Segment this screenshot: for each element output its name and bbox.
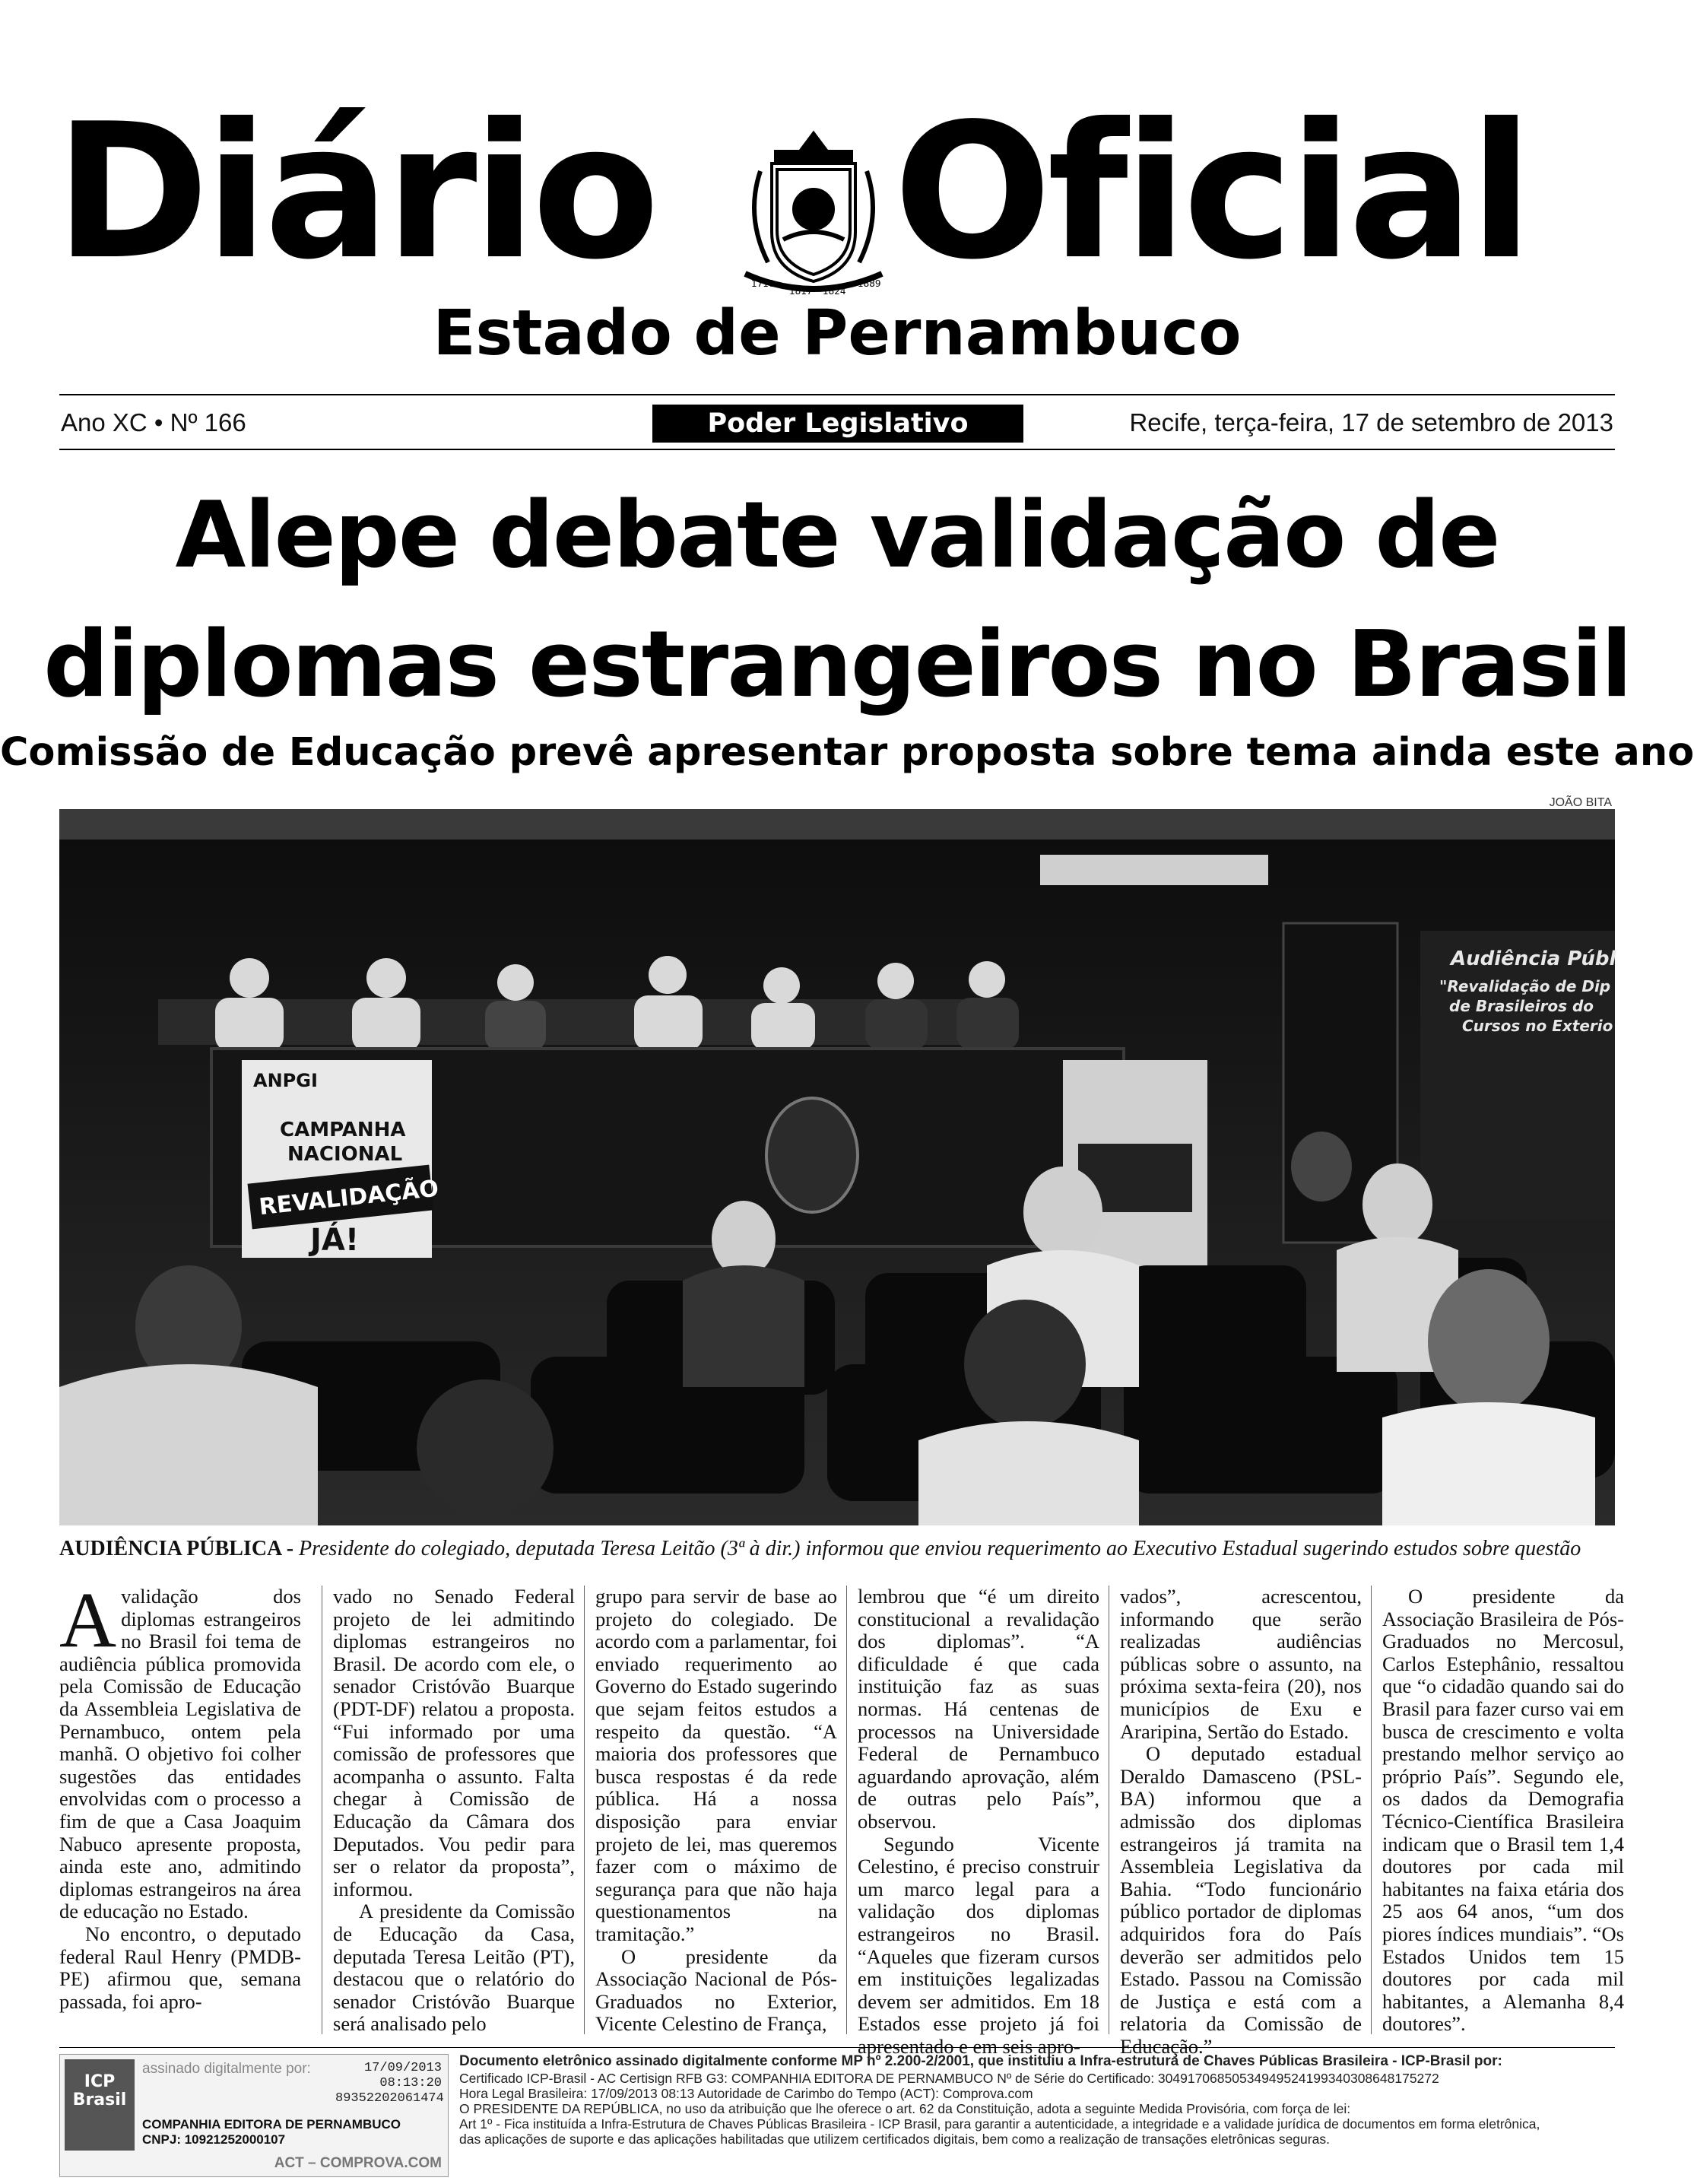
crest-year-4: 1889 <box>858 278 881 289</box>
sign-nacional: NACIONAL <box>287 1143 403 1166</box>
headline-line-1: Alepe debate validação de <box>175 483 1499 589</box>
article-paragraph: A presidente da Comissão de Educação da Casa, deputada Teresa Leitão (PT), destacou que o relatório do senador Cristóvão Buarque será analisado pelo <box>333 1900 575 2036</box>
article-paragraph: vados”, acrescentou, informando que serão realizadas audiências públicas sobre o assunto, na próxima sexta-feira (20), nos municípios de Exu e Araripina, Sertão do Estado. <box>1120 1585 1362 1743</box>
masthead-subtitle: Estado de Pernambuco <box>433 297 1242 370</box>
article-paragraph <box>59 1576 301 1923</box>
headline <box>0 471 1674 730</box>
icp-brasil-logo-icon: ICP Brasil <box>65 2059 135 2151</box>
top-rule <box>59 394 1615 395</box>
bottom-rule <box>59 449 1615 450</box>
digital-signature-footer <box>59 2047 1615 2181</box>
sign-revalidacao: REVALIDAÇÃO <box>258 1175 440 1221</box>
headline-deck: Comissão de Educação prevê apresentar proposta sobre tema ainda este ano <box>0 730 1694 775</box>
stamp-label: assinado digitalmente por: <box>142 2061 311 2077</box>
article-column-5 <box>1109 1585 1362 2058</box>
signature-stamp <box>59 2054 449 2177</box>
article-paragraph: grupo para servir de base ao projeto do colegiado. De acordo com a parlamentar, foi enviado requerimento ao Governo do Estado sugerindo que sejam feitos estudos a respeito da questão. “A maioria dos professores que busca respostas é da rede pública. Há a nossa disposição para enviar projeto de lei, mas queremos fazer com o máximo de segurança para que não haja questionamentos na tramitação.” <box>595 1585 837 1945</box>
masthead <box>0 0 1674 388</box>
drop-cap: A <box>59 1576 117 1664</box>
sign-ja: JÁ! <box>310 1223 360 1258</box>
masthead-title-right: Oficial <box>893 84 1529 300</box>
crest-year-3: 1824 <box>823 286 846 297</box>
footer-line: Documento eletrônico assinado digitalmente conforme MP nº 2.200-2/2001, que instituiu a Infra-estrutura de Chaves Públicas Brasileira - ICP-Brasil por: <box>459 2053 1502 2069</box>
sign-campanha: CAMPANHA <box>280 1119 406 1141</box>
footer-line: Art 1º - Fica instituída a Infra-Estrutura de Chaves Públicas Brasileira - ICP Brasil, para garantir a autenticidade, a integridade e a validade jurídica de documentos em forma eletrônica, <box>459 2116 1540 2132</box>
stamp-company: COMPANHIA EDITORA DE PERNAMBUCO <box>142 2117 401 2132</box>
stamp-cnpj: CNPJ: 10921252000107 <box>142 2132 286 2147</box>
article-column-3 <box>584 1586 837 2034</box>
article-paragraph: O presidente da Associação Brasileira de Pós-Graduados no Mercosul, Carlos Estephânio, ressaltou que “o cidadão quando sai do Brasil para fazer curso vai em busca de crescimento e volta prestando melhor serviço ao próprio País”. Segundo ele, os dados da Demografia Técnico-Científica Brasileira indicam que o Brasil tem 1,4 doutores por cada mil habitantes na faixa etária dos 25 aos 64 anos, “um dos piores índices mundiais”. “Os Estados Unidos tem 15 doutores por cada mil habitantes, a Alemanha 8,4 doutores”. <box>1382 1585 1624 2036</box>
headline-line-2: diplomas estrangeiros no Brasil <box>43 612 1631 718</box>
photo-caption <box>59 1536 1615 1562</box>
banner-line-1: Audiência Públ <box>1451 948 1616 970</box>
banner-line-4: Cursos no Exterio <box>1462 1017 1613 1035</box>
hearing-photo <box>59 809 1615 1525</box>
footer-line: Certificado ICP-Brasil - AC Certisign RFB G3: COMPANHIA EDITORA DE PERNAMBUCO Nº de Série do Certificado: 3049170685053494952419934030864817527​2 <box>459 2071 1439 2086</box>
publication-date: Recife, terça-feira, 17 de setembro de 2013 <box>1129 408 1613 436</box>
footer-line: O PRESIDENTE DA REPÚBLICA, no uso da atribuição que lhe oferece o art. 62 da Constituição, adota a seguinte Medida Provisória, com força de lei: <box>459 2101 1351 2116</box>
crest-year-1: 1710 <box>751 278 775 289</box>
stamp-timestamp: 17/09/2013 08:13:20 89352202061474 <box>335 2061 444 2106</box>
caption-label: AUDIÊNCIA PÚBLICA - <box>59 1537 294 1560</box>
banner-line-2: "Revalidação de Dip <box>1439 977 1611 995</box>
footer-line: das aplicações de suporte e das aplicações habilitadas que utilizem certificados digitais, bem como a realização de transações eletrônicas seguras. <box>459 2132 1330 2147</box>
masthead-title-left: Diário <box>55 84 655 300</box>
paragraph-text: validação dos diplomas estrangeiros no Brasil foi tema de audiência pública promovida pela Comissão de Educação da Assembleia Legislativa de Pernambuco, ontem pela manhã. O objetivo foi colher sugestões das entidades envolvidas com o processo a fim de que a Casa Joaquim Nabuco apresente proposta, ainda este ano, admitindo diplomas estrangeiros na área de educação no Estado. <box>59 1585 301 1923</box>
article-column-2 <box>322 1586 575 2034</box>
article-column-1 <box>59 1576 301 2034</box>
article-paragraph: vado no Senado Federal projeto de lei admitindo diplomas estrangeiros no Brasil. De acordo com ele, o senador Cristóvão Buarque (PDT-DF) relatou a proposta. “Fui informado por uma comissão de professores que acompanha o assunto. Falta chegar à Comissão de Educação da Câmara dos Deputados. Vou pedir para ser o relator da proposta”, informou. <box>333 1585 575 1900</box>
caption-text: Presidente do colegiado, deputada Teresa Leitão (3ª à dir.) informou que enviou requerimento ao Executivo Estadual sugerindo estudos sobre questão <box>299 1537 1581 1560</box>
article-paragraph: No encontro, o deputado federal Raul Henry (PMDB-PE) afirmou que, semana passada, foi apro- <box>59 1922 301 2013</box>
stamp-act: ACT – COMPROVA.COM <box>274 2155 442 2171</box>
signature-text <box>459 2052 1615 2147</box>
article-body <box>59 1576 1624 2058</box>
section-label: Poder Legislativo <box>652 405 1023 443</box>
footer-line: Hora Legal Brasileira: 17/09/2013 08:13 Autoridade de Carimbo do Tempo (ACT): Comprova.com <box>459 2086 1033 2101</box>
article-column-4 <box>846 1585 1099 2058</box>
sign-anpgi: ANPGI <box>253 1070 318 1091</box>
article-paragraph: Segundo Vicente Celestino, é preciso construir um marco legal para a validação dos diplomas estrangeiros no Brasil. “Aqueles que fizeram cursos em instituições legalizadas devem ser admitidos. Em 18 Estados esse projeto já foi apresentado e em seis apro- <box>858 1832 1099 2058</box>
edition-number: Ano XC • Nº 166 <box>61 408 246 436</box>
photo-credit: JOÃO BITA <box>1549 796 1612 809</box>
crest-year-2: 1817 <box>789 286 813 297</box>
pernambuco-crest-icon <box>730 125 897 300</box>
article-column-6 <box>1371 1586 1624 2034</box>
article-paragraph: O presidente da Associação Nacional de Pós-Graduados no Exterior, Vicente Celestino de França, <box>595 1944 837 2036</box>
article-paragraph: O deputado estadual Deraldo Damasceno (PSL-BA) informou que a admissão dos diplomas estrangeiros já tramita na Assembleia Legislativa da Bahia. “Todo funcionário público portador de diplomas adquiridos fora do País deverão ser admitidos pelo Estado. Passou na Comissão de Justiça e está com a relatoria da Comissão de Educação.” <box>1120 1742 1362 2058</box>
banner-line-3: de Brasileiros do <box>1449 997 1594 1015</box>
article-paragraph: lembrou que “é um direito constitucional a revalidação dos diplomas”. “A dificuldade é que cada instituição faz as suas normas. Há centenas de processos na Universidade Federal de Pernambuco aguardando aprovação, além de outras pelo País”, observou. <box>858 1585 1099 1833</box>
